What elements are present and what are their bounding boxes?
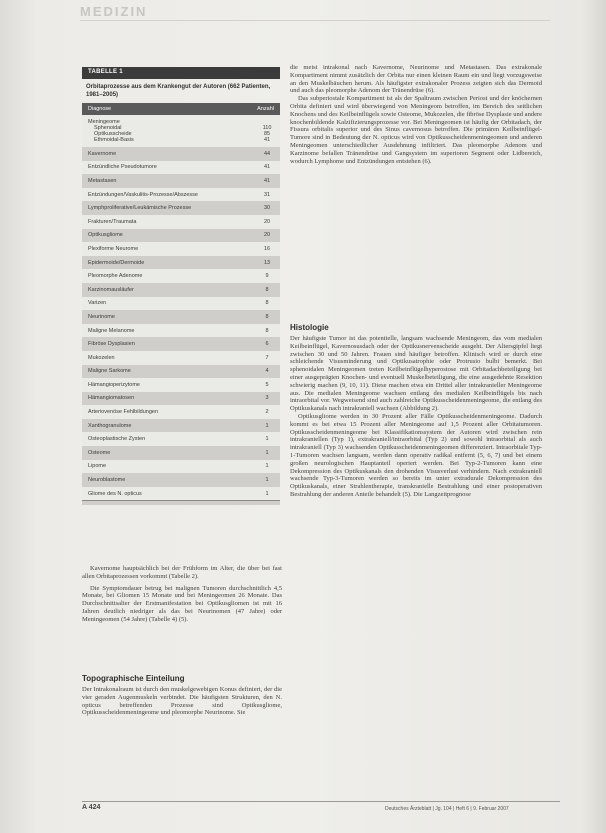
table-group-meningeome: [82, 115, 280, 147]
table-row: [82, 392, 280, 406]
row-label: Gliome des N. opticus: [88, 490, 142, 497]
row-value: 1: [265, 449, 269, 456]
row-value: 44: [263, 150, 271, 157]
row-value: 41: [263, 177, 271, 184]
table-row: [82, 215, 280, 229]
row-label: Kavernome: [88, 150, 117, 157]
table-row: [82, 351, 280, 365]
right-column-text-2: [290, 335, 542, 499]
row-label: Entzündungen/Vaskulitis-Prozesse/Abszesse: [88, 191, 198, 198]
row-value: 8: [265, 286, 269, 293]
row-label: Arteriovenöse Fehlbildungen: [88, 409, 159, 416]
table-row: [82, 242, 280, 256]
row-label: Xanthogranulome: [88, 422, 132, 429]
row-label: Hämangioperizytome: [88, 381, 140, 388]
table-row: [82, 405, 280, 419]
heading-histologie: Histologie: [290, 323, 329, 332]
table-row: [82, 446, 280, 460]
paragraph: Der häufigste Tumor ist das potentielle, langsam wachsende Meningeom, das vom medialen Keilbeinflügel, Kavernosusdach oder der Optikusnervenscheide ausgeht. Der Altersgipfel liegt zwischen 30 und 50 Jahren. Frauen sind häufiger betroffen. Klinisch wird er durch eine schleichende Visusminderung und Optikusatrophie oder Protrusio bulbi bemerkt. Bei sphenoidalen Meningeomen treten Keilbeinflügelhyperostose mit Orbitadachbeteiligung bei einer ausgeprägten Knochen- und eventuell Muskelbeteiligung, die eine ausgedehnte Resektion schwierig machen (9, 10, 11). Diese machen etwa ein Drittel aller intrakranieller Meningeome aus. Die medialen Meningeome wachsen entlang des medialen Keilbeinflügels bis nach intraorbital vor. Wegweisend sind auch zahlreiche Optikusscheidenmeningeome, die entlang des Optikuskanals nach intrakraniell wachsen (Abbildung 2).: [290, 335, 542, 413]
row-value: 6: [265, 341, 269, 348]
header-divider: [80, 20, 550, 21]
row-value: 1: [265, 477, 269, 484]
table-row: [82, 460, 280, 474]
table-row: [82, 378, 280, 392]
table-bottom-rule: [82, 500, 280, 505]
row-label: Karzinomausläufer: [88, 286, 134, 293]
row-label: Maligne Melanome: [88, 327, 135, 334]
paragraph: Der Intrakonalraum ist durch den muskelgewebigen Konus definiert, der die vier geraden Augenmuskeln verbindet. Die häufigsten Strukturen, den N. opticus betreffenden Prozesse sind Optikusgliome, Optikusscheidenmeningeome und pleomorphe Neurinome. Sie: [82, 686, 282, 717]
row-label: Neuroblastome: [88, 477, 126, 484]
row-label: Plexiforme Neurome: [88, 245, 139, 252]
table-row: [82, 161, 280, 175]
row-label: Mukozelen: [88, 354, 115, 361]
row-label: Lymphproliferative/Leukämische Prozesse: [88, 205, 192, 212]
left-column-text-2: [82, 686, 282, 717]
row-label: Lipome: [88, 463, 107, 470]
paragraph: die meist intrakonal nach Kavernome, Neurinome und Metastasen. Das extrakonale Kompartiment nimmt zusätzlich der Orbita nur einen kleinen Raum ein und liegt vorzugsweise an den Muskelbäuchen herum. Als häufigster extrakonaler Prozess zeigten sich das Dermoid und auch das pleomorphe Adenom der Tränendrüse (6).: [290, 64, 542, 95]
paragraph: Kavernome hauptsächlich bei der Frühform im Alter, die über bei fast allen Orbitaprozessen vorkommt (Tabelle 2).: [82, 565, 282, 580]
row-value: 9: [265, 273, 269, 280]
row-label: Frakturen/Traumata: [88, 218, 137, 225]
row-value: 1: [265, 436, 269, 443]
right-column-text: [290, 64, 542, 165]
left-column-text: [82, 565, 282, 624]
table-row: [82, 337, 280, 351]
row-value: 1: [265, 490, 269, 497]
row-label: Osteoplastische Zysten: [88, 436, 146, 443]
row-value: 8: [265, 327, 269, 334]
row-value: 13: [263, 259, 271, 266]
table-row: [82, 188, 280, 202]
row-label: Osteome: [88, 449, 111, 456]
table-row: [82, 201, 280, 215]
row-value: 41: [263, 164, 271, 171]
table-row: [82, 365, 280, 379]
table-1: [82, 67, 280, 505]
table-row: [82, 432, 280, 446]
row-value: 20: [263, 218, 271, 225]
table-row: [82, 297, 280, 311]
row-value: 20: [263, 232, 271, 239]
row-label: Neurinome: [88, 313, 115, 320]
paragraph: Optikusgliome werden in 30 Prozent aller Fälle Optikusscheidenmeningeome. Dadurch kommt es bei etwa 15 Prozent aller Meningeome auf 1,5 Prozent aller Orbitatumoren. Optikusscheidenmeningeome bei Klassifikationssystem der Autoren wird zwischen rein intrakraniellen (Typ 1), extrakraniell/intraorbital (Typ 2) und sowohl intraorbital als auch intrakraniell (Typ 3) wachsenden Optikusscheidenmeningeomen differenziert. Intraorbitale Typ-1-Tumoren wachsen langsam, werden dann operativ radikal entfernt (5, 6, 7) und bei einem großen neurologischen Hauptanteil operiert werden. Bei Typ-2-Tumoren kann eine Dekompression des Optikuskanals den drohenden Visusverlust verhindern. Nach extrakraniell wachsende Typ-3-Tumoren werden so bereits im unter extradurale Dekompression des Optikuskanals, einer Strahlentherapie, transkranielle Bestrahlung und einer postoperativen Bestrahlung der anderen Anteile behandelt (5). Die Langzeitprognose: [290, 412, 542, 498]
section-title: MEDIZIN: [80, 4, 148, 19]
column-header-diagnose: Diagnose: [88, 106, 112, 112]
row-value: 30: [263, 205, 271, 212]
table-row: [82, 283, 280, 297]
row-value: 7: [265, 354, 269, 361]
table-row: [82, 324, 280, 338]
paragraph: Die Symptomdauer betrug bei malignen Tumoren durchschnittlich 4,5 Monate, bei Gliomen 15 Monate und bei Meningeomen 26 Monate. Das Durchschnittsalter der Erstmanifestation bei Optikusgliomen ist mit 16 Jahren deutlich niedriger als das bei Neurinomen (47 Jahre) oder Meningeomen (54 Jahre) (Tabelle 4) (5).: [82, 584, 282, 623]
row-value: 8: [265, 300, 269, 307]
column-header-anzahl: Anzahl: [257, 106, 274, 112]
row-value: 31: [263, 191, 271, 198]
row-label: Metastasen: [88, 177, 117, 184]
journal-citation: Deutsches Ärzteblatt | Jg. 104 | Heft 6 | 9. Februar 2007: [385, 806, 509, 812]
row-value: 2: [265, 409, 269, 416]
row-label: Maligne Sarkome: [88, 368, 131, 375]
row-label: Hämangiomatosen: [88, 395, 135, 402]
row-label: Optikusgliome: [88, 232, 123, 239]
table-header: [82, 103, 280, 115]
table-label: TABELLE 1: [82, 67, 280, 79]
table-row: [82, 310, 280, 324]
table-row: [82, 256, 280, 270]
row-label: Pleomorphe Adenome: [88, 273, 143, 280]
row-label: Entzündliche Pseudotumore: [88, 164, 157, 171]
row-value: 1: [265, 422, 269, 429]
table-row: [82, 147, 280, 161]
row-value: 1: [265, 463, 269, 470]
table-row: [82, 419, 280, 433]
table-body: [82, 147, 280, 500]
footer-divider: [82, 801, 560, 802]
row-label: Fibröse Dysplasien: [88, 341, 135, 348]
row-value: 16: [263, 245, 271, 252]
group-label: Meningeome: [88, 119, 120, 125]
row-label: Varizen: [88, 300, 107, 307]
row-value: 5: [265, 381, 269, 388]
table-subrow: Optikusscheide 85: [94, 131, 271, 137]
row-value: 8: [265, 313, 269, 320]
paragraph: Das subperiostale Kompartiment ist als der Spaltraum zwischen Periost und der knöchernen Orbita definiert und wird überwiegend von Meningeom betroffen, im Bereich des seitlichen Knochens und des Keilbeinflügels sowie Osteome, Mukozelen, die fibröse Dysplasie und andere knochenbildende Kalzifizierungsprozesse vor. Bei Meningeomen ist häufig der Orbitadach, der Fissura orbitalis superior und des Sinus cavernosus betroffen. Die primären Keilbeinflügel-Tumore sind in Bedeutung der N. opticus wird von Optikusscheidenmeningeomen und anderen Meningeomen unterschiedlicher Ausdehnung infiltriert. Das pleomorphe Adenom und Karzinome befallen Tränendrüse und Gangsystem im superioren Segment oder Lidbereich, wodurch Lymphome und Entzündungen entstehen (6).: [290, 95, 542, 165]
table-row: [82, 269, 280, 283]
table-subrow: Ethmoidal-Basis 41: [94, 137, 271, 143]
table-row: [82, 473, 280, 487]
page-number: A 424: [82, 804, 101, 811]
table-row: [82, 487, 280, 501]
table-row: [82, 229, 280, 243]
row-label: Epidermoide/Dermoide: [88, 259, 145, 266]
row-value: 3: [265, 395, 269, 402]
heading-topographie: Topographische Einteilung: [82, 674, 185, 683]
table-row: [82, 174, 280, 188]
table-caption: Orbitaprozesse aus dem Krankengut der Autoren (662 Patienten, 1981–2005): [86, 84, 271, 98]
table-subrow: Sphenoidal 110: [94, 125, 272, 131]
row-value: 4: [265, 368, 269, 375]
